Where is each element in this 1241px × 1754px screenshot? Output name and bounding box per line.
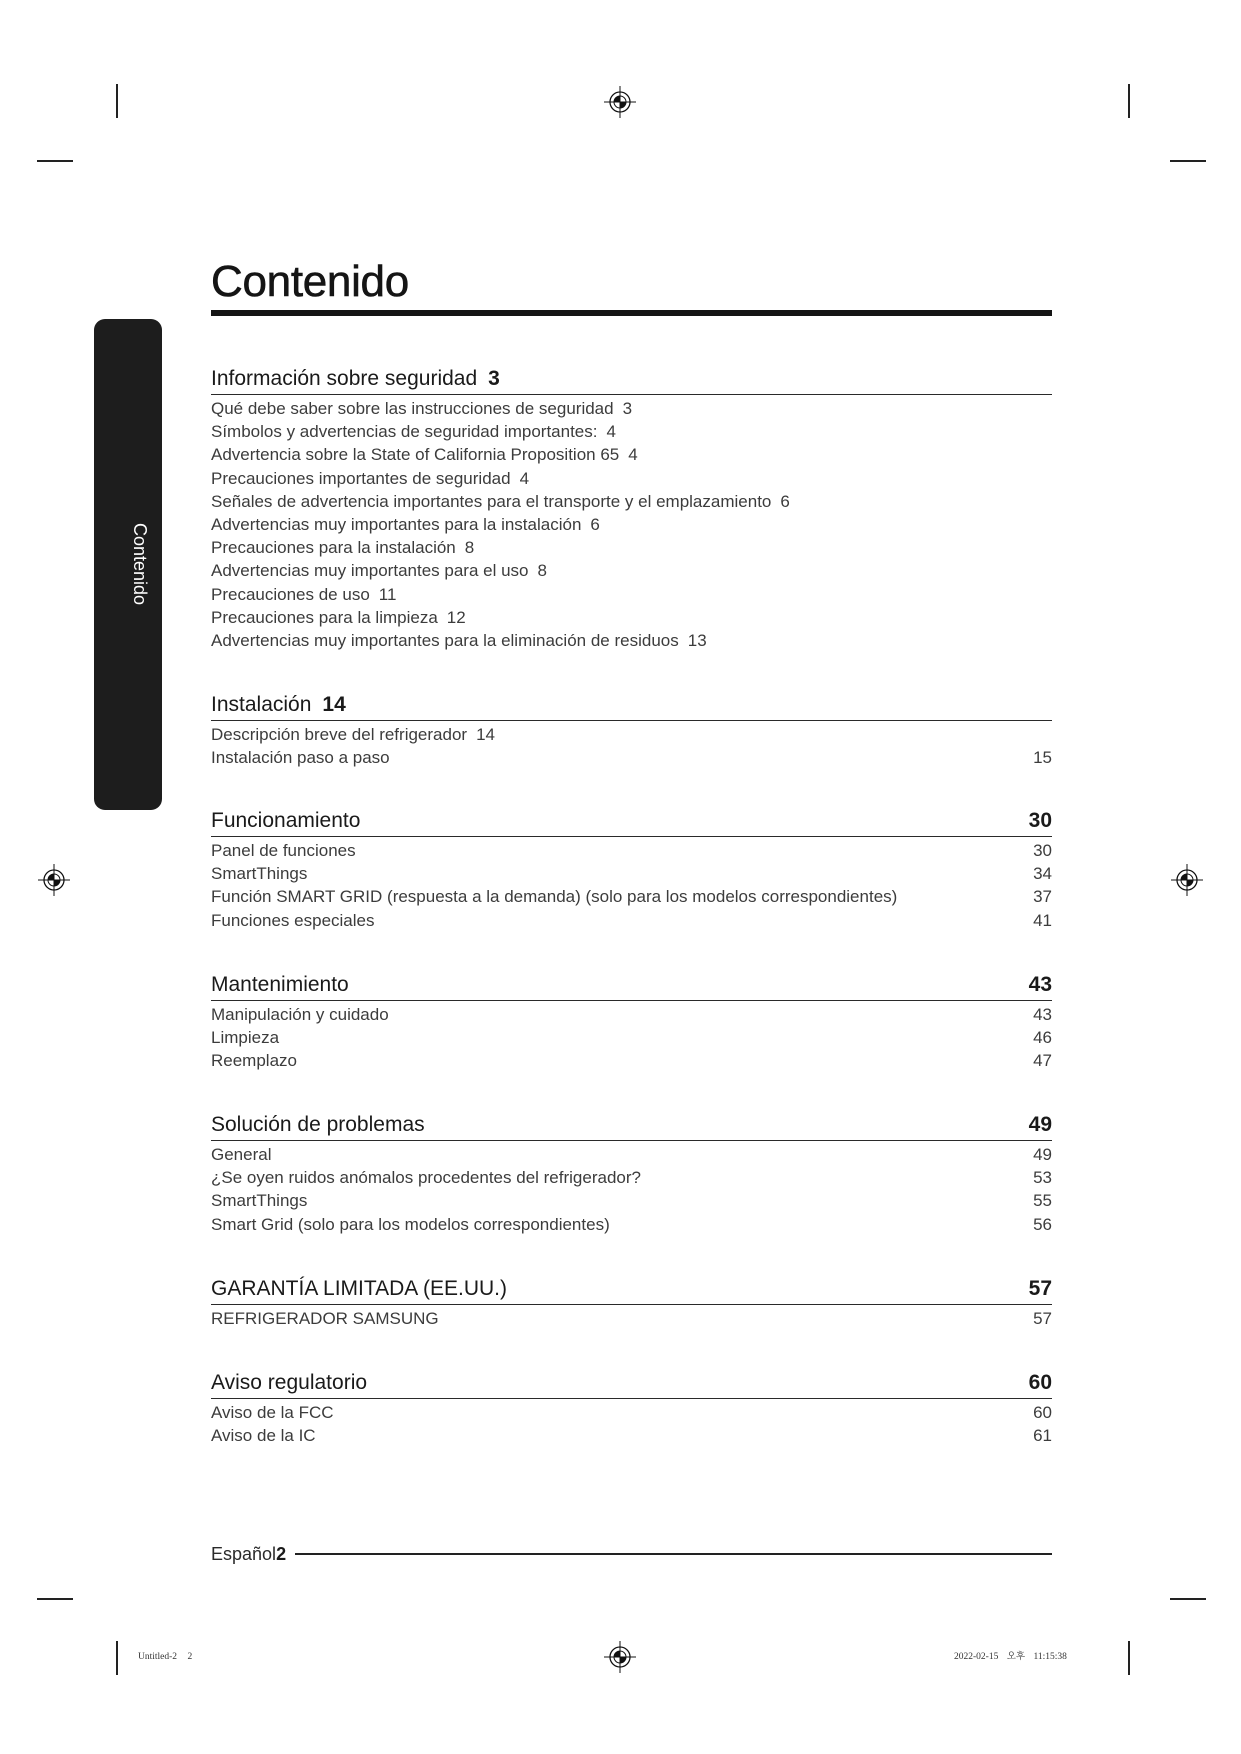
section-page-number: 60 xyxy=(1028,1371,1052,1394)
toc-entry xyxy=(211,397,1052,420)
toc-entry-page: 34 xyxy=(1033,864,1052,884)
toc-entry xyxy=(211,1307,1052,1330)
toc-entry-title: Reemplazo xyxy=(211,1051,297,1071)
toc-entry-page: 8 xyxy=(537,561,547,581)
registration-mark-icon xyxy=(36,862,72,898)
registration-mark-icon xyxy=(602,84,638,120)
crop-mark-left-bottom xyxy=(37,1598,73,1600)
slug-date: 2022-02-15 xyxy=(954,1652,999,1662)
toc-entry xyxy=(211,723,1052,746)
toc-entry-title: REFRIGERADOR SAMSUNG xyxy=(211,1309,439,1328)
toc-entry-title: Smart Grid (solo para los modelos correspondientes) xyxy=(211,1214,610,1234)
section-heading xyxy=(211,1112,1052,1141)
toc-entry-page: 61 xyxy=(1033,1426,1052,1446)
toc-entry-page: 37 xyxy=(1033,887,1052,907)
section-page-number: 14 xyxy=(322,693,346,716)
toc-entry-page: 3 xyxy=(622,399,633,418)
section-heading xyxy=(211,808,1052,837)
toc-entry-list xyxy=(211,1141,1052,1236)
toc-entry xyxy=(211,467,1052,490)
toc-entry xyxy=(211,443,1052,466)
toc-entry xyxy=(211,513,1052,536)
toc-entry-title: Aviso de la FCC xyxy=(211,1403,334,1422)
toc-entry-page: 30 xyxy=(1033,841,1052,860)
toc-section-maintenance xyxy=(211,972,1052,1073)
toc-entry xyxy=(211,420,1052,443)
toc-section-installation xyxy=(211,692,1052,769)
section-page-number: 49 xyxy=(1028,1113,1052,1136)
toc-entry-page: 8 xyxy=(464,538,475,558)
toc-entry-page: 4 xyxy=(628,445,638,465)
registration-mark-icon xyxy=(602,1639,638,1675)
toc-entry-page: 43 xyxy=(1033,1005,1052,1024)
section-heading xyxy=(211,366,1052,395)
slug-meridiem: 오후 xyxy=(1006,1652,1026,1662)
toc-entry-title: Precauciones de uso xyxy=(211,584,370,604)
toc-entry xyxy=(211,1003,1052,1026)
title-rule xyxy=(211,310,1052,316)
toc-entry-title: Limpieza xyxy=(211,1028,280,1048)
page-footer xyxy=(211,1542,1052,1566)
crop-mark-right-top xyxy=(1170,160,1206,162)
toc-entry-title: Advertencias muy importantes para la eliminación de residuos xyxy=(211,630,679,650)
crop-mark-bottom-right xyxy=(1128,1641,1130,1675)
toc-section-troubleshooting xyxy=(211,1112,1052,1236)
toc-section-safety xyxy=(211,366,1052,652)
toc-entry-title: Advertencias muy importantes para el uso xyxy=(211,561,529,581)
toc-entry xyxy=(211,536,1052,559)
slug-file-name: Untitled-2 xyxy=(138,1652,178,1662)
toc-entry-title: Descripción breve del refrigerador xyxy=(211,725,468,744)
toc-entry-title: Función SMART GRID (respuesta a la demanda) (solo para los modelos correspondientes) xyxy=(211,887,898,907)
toc-entry-page: 49 xyxy=(1033,1145,1052,1164)
toc-entry-page: 55 xyxy=(1033,1191,1052,1211)
section-heading xyxy=(211,692,1052,721)
toc-section-warranty xyxy=(211,1276,1052,1330)
toc-entry xyxy=(211,1166,1052,1189)
page-title: Contenido xyxy=(211,257,409,306)
crop-mark-right-bottom xyxy=(1170,1598,1206,1600)
toc-entry-list xyxy=(211,721,1052,769)
crop-mark-left-top xyxy=(37,160,73,162)
toc-entry-page: 53 xyxy=(1033,1168,1052,1188)
side-tab-label: Contenido xyxy=(130,523,150,606)
section-heading xyxy=(211,1276,1052,1305)
toc-entry-list xyxy=(211,1399,1052,1447)
toc-entry-page: 56 xyxy=(1033,1214,1052,1234)
toc-entry-page: 41 xyxy=(1033,910,1052,930)
registration-mark-icon xyxy=(1169,862,1205,898)
print-slug-timestamp xyxy=(954,1651,1067,1663)
toc-entry xyxy=(211,1143,1052,1166)
section-page-number: 30 xyxy=(1028,809,1052,832)
toc-entry-list xyxy=(211,1001,1052,1073)
footer-rule xyxy=(295,1553,1052,1556)
toc-entry-title: Aviso de la IC xyxy=(211,1426,316,1446)
print-slug-file xyxy=(138,1651,192,1663)
section-title: Funcionamiento xyxy=(211,809,361,832)
section-page-number: 43 xyxy=(1028,973,1052,996)
toc-entry-title: Precauciones importantes de seguridad xyxy=(211,468,511,488)
toc-entry-page: 4 xyxy=(519,468,530,488)
crop-mark-bottom-left xyxy=(116,1641,118,1675)
toc-entry-title: General xyxy=(211,1145,272,1164)
toc-entry-title: Qué debe saber sobre las instrucciones de seguridad xyxy=(211,399,614,418)
toc-entry xyxy=(211,583,1052,606)
toc-entry-page: 57 xyxy=(1033,1309,1052,1328)
footer-language: Español xyxy=(211,1543,277,1564)
toc-entry-page: 6 xyxy=(590,514,600,534)
toc-entry xyxy=(211,490,1052,513)
section-page-number: 57 xyxy=(1028,1277,1052,1300)
toc-entry-page: 6 xyxy=(780,491,790,511)
toc-entry-title: Funciones especiales xyxy=(211,910,375,930)
toc-entry-page: 46 xyxy=(1033,1028,1052,1048)
section-page-number: 3 xyxy=(488,367,500,390)
toc-section-regulatory xyxy=(211,1370,1052,1447)
chapter-side-tab xyxy=(94,319,162,810)
toc-entry xyxy=(211,1424,1052,1447)
section-heading xyxy=(211,972,1052,1001)
toc-entry xyxy=(211,746,1052,769)
toc-entry xyxy=(211,1189,1052,1212)
toc-entry xyxy=(211,1401,1052,1424)
toc-entry-title: ¿Se oyen ruidos anómalos procedentes del refrigerador? xyxy=(211,1168,641,1188)
section-title: GARANTÍA LIMITADA (EE.UU.) xyxy=(211,1277,507,1300)
toc-entry-page: 14 xyxy=(476,725,495,744)
toc-entry xyxy=(211,909,1052,932)
toc-entry-title: Manipulación y cuidado xyxy=(211,1005,389,1024)
toc-entry-page: 11 xyxy=(378,584,397,604)
toc-entry xyxy=(211,1026,1052,1049)
toc-entry xyxy=(211,839,1052,862)
section-title: Solución de problemas xyxy=(211,1113,425,1136)
toc-entry-title: Advertencia sobre la State of California Proposition 65 xyxy=(211,445,620,465)
footer-page-number: 2 xyxy=(276,1543,287,1564)
toc-entry-title: Panel de funciones xyxy=(211,841,356,860)
toc-entry-title: Precauciones para la instalación xyxy=(211,538,456,558)
toc-entry xyxy=(211,1213,1052,1236)
toc-entry-title: Señales de advertencia importantes para el transporte y el emplazamiento xyxy=(211,491,772,511)
section-title: Mantenimiento xyxy=(211,973,349,996)
toc-section-operation xyxy=(211,808,1052,932)
toc-entry-list xyxy=(211,837,1052,932)
crop-mark-top-right xyxy=(1128,84,1130,118)
toc-entry-list xyxy=(211,395,1052,652)
toc-entry-list xyxy=(211,1305,1052,1330)
toc-entry-page: 60 xyxy=(1033,1403,1052,1422)
toc-entry xyxy=(211,885,1052,908)
toc-entry-title: SmartThings xyxy=(211,1191,308,1211)
section-title: Aviso regulatorio xyxy=(211,1371,368,1394)
toc-entry xyxy=(211,629,1052,652)
crop-mark-top-left xyxy=(116,84,118,118)
toc-entry-page: 15 xyxy=(1033,748,1052,768)
section-title: Información sobre seguridad xyxy=(211,367,478,390)
toc-entry-page: 47 xyxy=(1033,1051,1052,1071)
slug-time: 11:15:38 xyxy=(1033,1652,1067,1662)
section-heading xyxy=(211,1370,1052,1399)
toc-entry xyxy=(211,559,1052,582)
section-title: Instalación xyxy=(211,693,312,716)
toc-entry-title: Símbolos y advertencias de seguridad importantes: xyxy=(211,422,598,442)
toc-entry-title: SmartThings xyxy=(211,864,308,884)
toc-entry xyxy=(211,606,1052,629)
toc-entry-title: Precauciones para la limpieza xyxy=(211,607,438,627)
toc-entry xyxy=(211,1049,1052,1072)
toc-entry-page: 13 xyxy=(687,630,707,650)
toc-entry-page: 12 xyxy=(446,607,466,627)
slug-page-number: 2 xyxy=(187,1652,193,1662)
toc-entry-title: Instalación paso a paso xyxy=(211,748,390,768)
toc-entry xyxy=(211,862,1052,885)
toc-entry-page: 4 xyxy=(606,422,616,442)
toc-entry-title: Advertencias muy importantes para la instalación xyxy=(211,514,582,534)
